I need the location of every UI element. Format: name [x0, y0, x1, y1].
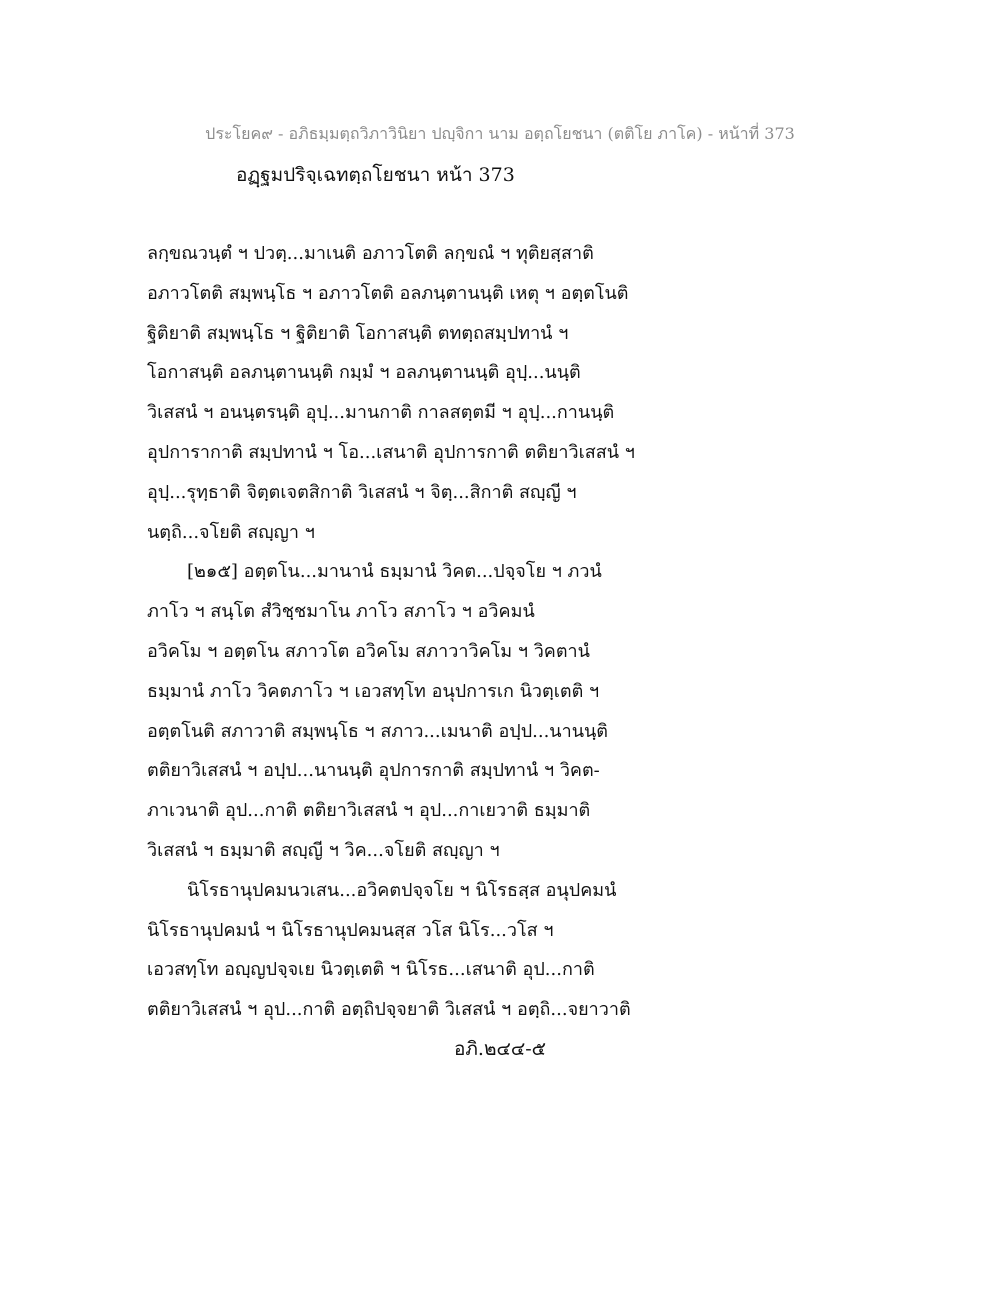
text-line: ธมฺมานํ ภาโว วิคตภาโว ฯ เอวสทฺโท อนุปการเก นิวตฺเตติ ฯ: [147, 680, 600, 702]
footer-reference: อภิ.๒๔๔-๕: [453, 1038, 547, 1060]
text-line: อวิคโม ฯ อตฺตโน สภาวโต อวิคโม สภาวาวิคโม ฯ วิคตานํ: [147, 640, 590, 662]
text-line: โอกาสนฺติ อลภนฺตานนฺติ กมฺมํ ฯ อลภนฺตานนฺติ อุปฺ...นนฺติ: [147, 362, 581, 384]
text-line: ลกฺขณวนฺตํ ฯ ปวตฺ...มาเนติ อภาวโตติ ลกฺขณํ ฯ ทุติยสฺสาติ: [147, 243, 594, 264]
text-line: ตติยาวิเสสนํ ฯ อุป...กาติ อตฺถิปจฺจยาติ วิเสสนํ ฯ อตฺถิ...จยาวาติ: [147, 999, 631, 1021]
text-line: อภาวโตติ สมฺพนฺโธ ฯ อภาวโตติ อลภนฺตานนฺติ เหตุ ฯ อตฺตโนติ: [147, 282, 629, 304]
text-line: ภาเวนาติ อุป...กาติ ตติยาวิเสสนํ ฯ อุป...กาเยวาติ ธมฺมาติ: [147, 800, 591, 822]
text-line: วิเสสนํ ฯ ธมฺมาติ สญฺญี ฯ วิค...จโยติ สญฺญา ฯ: [147, 839, 500, 861]
paragraph-start-line: [๒๑๕] อตฺตโน...มานานํ ธมฺมานํ วิคต...ปจฺจโย ฯ ภวนํ: [187, 561, 602, 583]
page-title: อฏฺฐมปริจฺเฉทตฺถโยชนา หน้า 373: [236, 164, 515, 186]
text-line: นิโรธานุปคมนํ ฯ นิโรธานุปคมนสฺส วโส นิโร...วโส ฯ: [147, 919, 554, 941]
text-line: ตติยาวิเสสนํ ฯ อปฺป...นานนฺติ อุปการกาติ สมฺปทานํ ฯ วิคต-: [147, 760, 600, 782]
running-header: ประโยค๙ - อภิธมฺมตฺถวิภาวินิยา ปญฺจิกา นาม อตฺถโยชนา (ตติโย ภาโค) - หน้าที่ 373: [205, 124, 795, 143]
text-line: อุปฺ...รุทฺธาติ จิตฺตเจตสิกาติ วิเสสนํ ฯ จิตฺ...สิกาติ สญฺญี ฯ: [147, 481, 577, 503]
text-line: อุปการากาติ สมฺปทานํ ฯ โอ...เสนาติ อุปการกาติ ตติยาวิเสสนํ ฯ: [147, 441, 635, 463]
text-line: วิเสสนํ ฯ อนนฺตรนฺติ อุปฺ...มานกาติ กาลสตฺตมี ฯ อุปฺ...กานนฺติ: [147, 402, 615, 424]
text-line: เอวสทฺโท อญฺญปจฺจเย นิวตฺเตติ ฯ นิโรธ...เสนาติ อุป...กาติ: [147, 959, 595, 981]
body-text: [147, 234, 687, 1030]
text-line: ภาโว ฯ สนฺโต สํวิชฺชมาโน ภาโว สภาโว ฯ อวิคมนํ: [147, 601, 535, 623]
text-line: อตฺตโนติ สภาวาติ สมฺพนฺโธ ฯ สภาว...เมนาติ อปฺป...นานนฺติ: [147, 720, 608, 742]
paragraph-start-line: นิโรธานุปคมนวเสน...อวิคตปจฺจโย ฯ นิโรธสฺส อนุปคมนํ: [187, 879, 617, 901]
text-line: ฐิติยาติ สมฺพนฺโธ ฯ ฐิติยาติ โอกาสนฺติ ตทตฺถสมฺปทานํ ฯ: [147, 322, 569, 344]
text-line: นตฺถิ...จโยติ สญฺญา ฯ: [147, 521, 315, 543]
